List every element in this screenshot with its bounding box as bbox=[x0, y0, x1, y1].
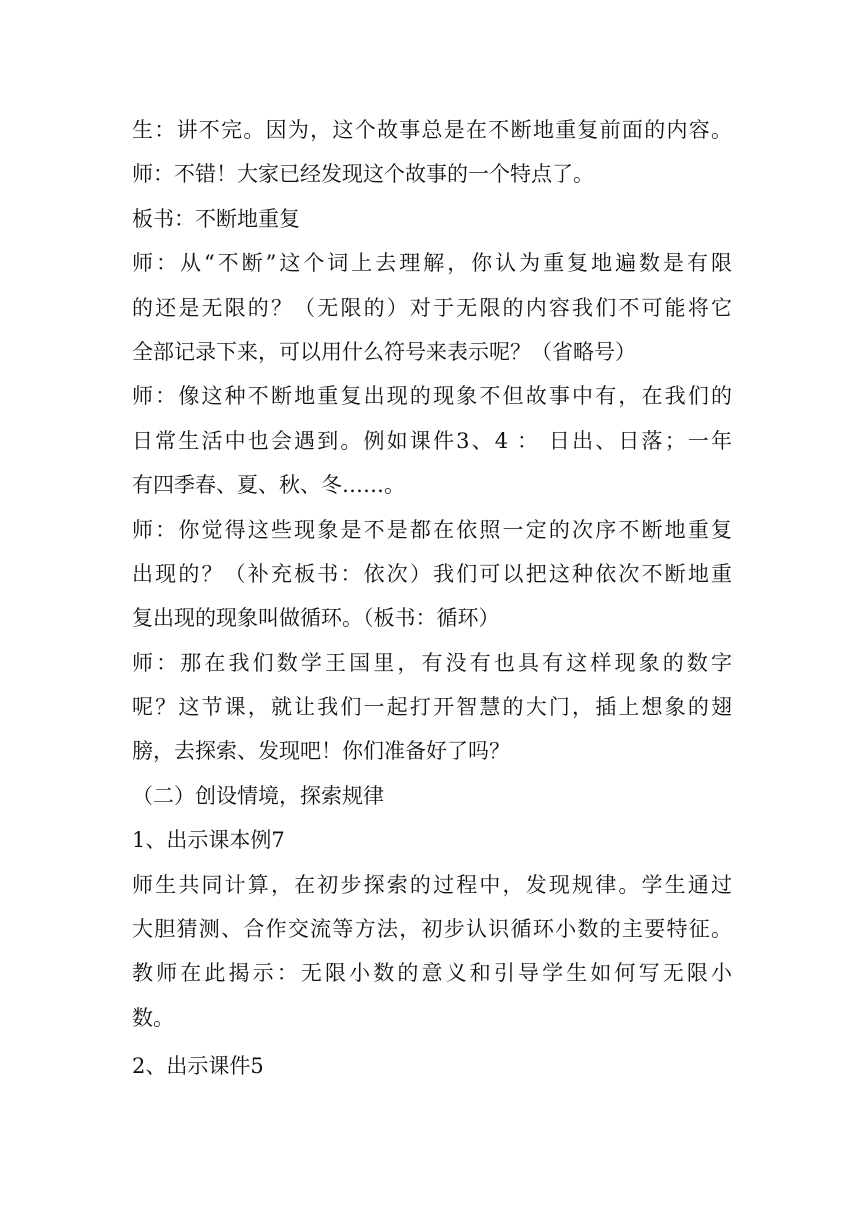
text-line: 呢？这节课，就让我们一起打开智慧的大门，插上想象的翅 bbox=[132, 695, 732, 720]
text-line: 板书：不断地重复 bbox=[132, 206, 300, 231]
text-line: 师：那在我们数学王国里，有没有也具有这样现象的数字 bbox=[132, 650, 732, 675]
text-line: 有四季春、夏、秋、冬……。 bbox=[132, 473, 405, 498]
text-line: 全部记录下来，可以用什么符号来表示呢？（省略号） bbox=[132, 339, 636, 364]
text-line: 师：像这种不断地重复出现的现象不但故事中有，在我们的 bbox=[132, 384, 732, 409]
document-page bbox=[132, 108, 732, 1089]
text-line: 2、出示课件5 bbox=[132, 1054, 264, 1079]
text-line: 日常生活中也会遇到。例如课件3、4 ： 日出、日落；一年 bbox=[132, 428, 732, 453]
text-line: 数。 bbox=[132, 1005, 174, 1030]
text-line: 生：讲不完。因为，这个故事总是在不断地重复前面的内容。 bbox=[132, 118, 732, 142]
text-line: 师：从“不断”这个词上去理解，你认为重复地遍数是有限 bbox=[132, 251, 732, 276]
text-line: 的还是无限的？（无限的）对于无限的内容我们不可能将它 bbox=[132, 295, 732, 320]
text-line: 出现的？（补充板书：依次）我们可以把这种依次不断地重 bbox=[132, 561, 732, 586]
text-line: 复出现的现象叫做循环。（板书：循环） bbox=[132, 606, 500, 631]
text-line: 教师在此揭示：无限小数的意义和引导学生如何写无限小 bbox=[132, 961, 732, 986]
section-heading: （二）创设情境，探索规律 bbox=[132, 783, 384, 808]
text-line: 师生共同计算，在初步探索的过程中，发现规律。学生通过 bbox=[132, 872, 732, 897]
text-line: 师：你觉得这些现象是不是都在依照一定的次序不断地重复 bbox=[132, 517, 732, 542]
text-line: 师：不错！大家已经发现这个故事的一个特点了。 bbox=[132, 162, 594, 187]
text-line: 1、出示课本例7 bbox=[132, 828, 285, 853]
text-line: 膀，去探索、发现吧！你们准备好了吗？ bbox=[132, 739, 510, 764]
text-line: 大胆猜测、合作交流等方法，初步认识循环小数的主要特征。 bbox=[132, 917, 732, 942]
